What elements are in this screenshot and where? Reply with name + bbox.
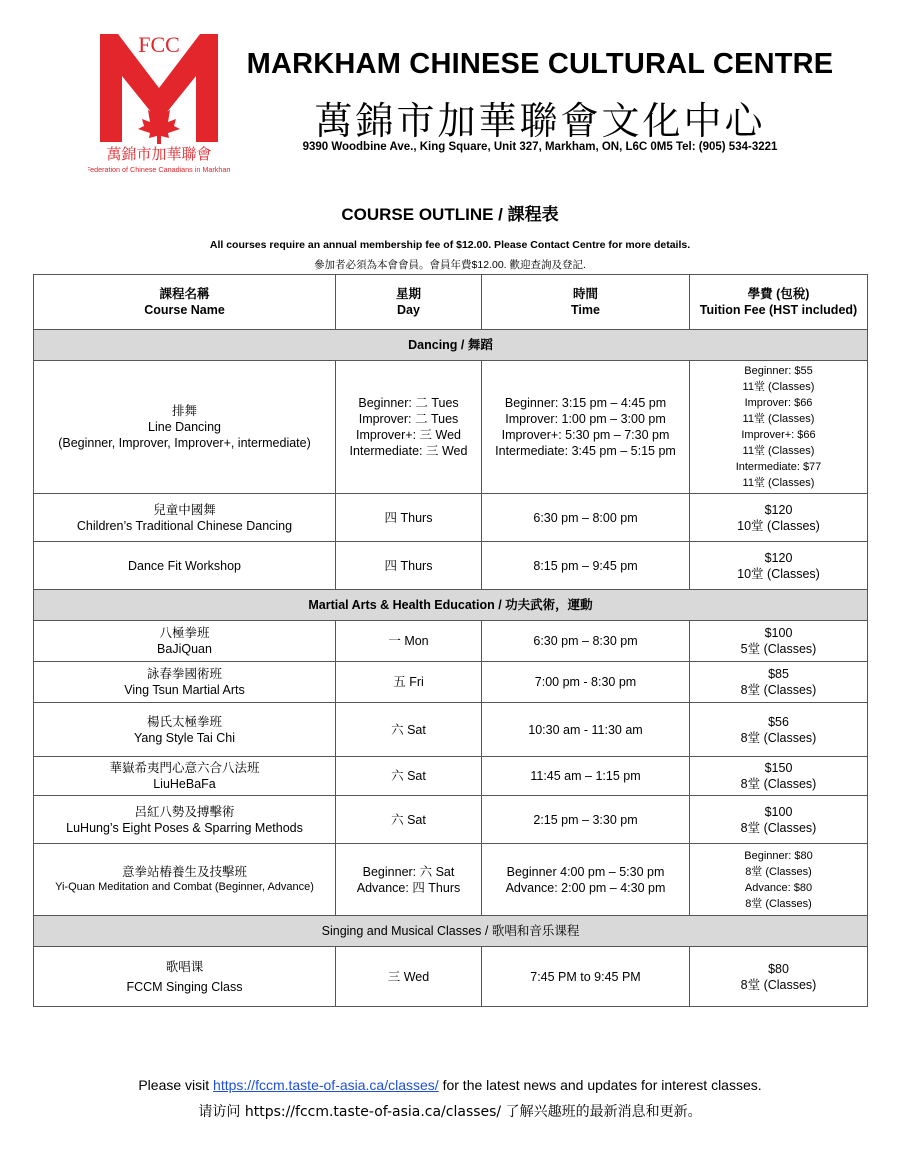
course-time: Beginner 4:00 pm – 5:30 pm Advance: 2:00 pm – 4:30 pm: [482, 844, 690, 916]
course-time: 2:15 pm – 3:30 pm: [482, 796, 690, 844]
table-header-row: [34, 275, 868, 330]
course-time: 8:15 pm – 9:45 pm: [482, 542, 690, 590]
section-row-singing: [34, 916, 868, 947]
section-title: Singing and Musical Classes / 歌唱和音乐课程: [34, 916, 868, 947]
course-table: [33, 274, 868, 1007]
table-row: [34, 844, 868, 916]
table-row: [34, 621, 868, 662]
course-day: Beginner: 六 Sat Advance: 四 Thurs: [336, 844, 482, 916]
course-fee: Beginner: $55 11堂 (Classes) Improver: $66 11堂 (Classes) Improver+: $66 11堂 (Classes) Intermediate: $77 11堂 (Classes): [690, 361, 868, 494]
logo-abbr: FCC: [138, 32, 180, 57]
course-name: 華嶽希夷門心意六合八法班 LiuHeBaFa: [34, 757, 336, 796]
footer-visit-line-zh: 请访问 https://fccm.taste-of-asia.ca/classes/ 了解兴趣班的最新消息和更新。: [198, 1104, 702, 1120]
course-fee: $100 5堂 (Classes): [690, 621, 868, 662]
course-time: 11:45 am – 1:15 pm: [482, 757, 690, 796]
course-fee: $120 10堂 (Classes): [690, 542, 868, 590]
course-day: 六 Sat: [336, 703, 482, 757]
footer-visit-line: [0, 1077, 900, 1093]
course-time: 7:00 pm - 8:30 pm: [482, 662, 690, 703]
membership-note-en: All courses require an annual membership fee of $12.00. Please Contact Centre for more details.: [209, 239, 691, 251]
course-fee: $120 10堂 (Classes): [690, 494, 868, 542]
course-day: 四 Thurs: [336, 494, 482, 542]
course-fee: $150 8堂 (Classes): [690, 757, 868, 796]
logo-chinese: 萬錦市加華聯會: [106, 145, 212, 163]
table-row: [34, 542, 868, 590]
course-day: 四 Thurs: [336, 542, 482, 590]
course-name: Dance Fit Workshop: [34, 542, 336, 590]
course-fee: $85 8堂 (Classes): [690, 662, 868, 703]
course-day: 六 Sat: [336, 757, 482, 796]
org-name-en: MARKHAM CHINESE CULTURAL CENTRE: [246, 48, 834, 80]
course-day: 五 Fri: [336, 662, 482, 703]
course-time: 10:30 am - 11:30 am: [482, 703, 690, 757]
course-name: 意拳站樁養生及技擊班 Yi-Quan Meditation and Combat (Beginner, Advance): [34, 844, 336, 916]
course-fee: Beginner: $80 8堂 (Classes) Advance: $80 8堂 (Classes): [690, 844, 868, 916]
course-fee: $80 8堂 (Classes): [690, 947, 868, 1007]
course-fee: $100 8堂 (Classes): [690, 796, 868, 844]
footer-suffix: for the latest news and updates for interest classes.: [438, 1077, 762, 1093]
org-name-zh: 萬錦市加華聯會文化中心: [314, 99, 766, 143]
course-fee: $56 8堂 (Classes): [690, 703, 868, 757]
membership-note-zh: 參加者必須為本會會員。會員年費$12.00. 歡迎查詢及登記.: [314, 259, 586, 271]
table-row: [34, 757, 868, 796]
course-name: 呂紅八勢及搏擊術 LuHung’s Eight Poses & Sparring Methods: [34, 796, 336, 844]
section-title: Dancing / 舞蹈: [34, 330, 868, 361]
course-day: 一 Mon: [336, 621, 482, 662]
course-day: Beginner: 二 Tues Improver: 二 Tues Improver+: 三 Wed Intermediate: 三 Wed: [336, 361, 482, 494]
course-time: 7:45 PM to 9:45 PM: [482, 947, 690, 1007]
fccm-logo: [88, 30, 230, 176]
course-time: 6:30 pm – 8:00 pm: [482, 494, 690, 542]
footer-prefix: Please visit: [138, 1077, 214, 1093]
course-name: 楊氏太極拳班 Yang Style Tai Chi: [34, 703, 336, 757]
course-name: 歌唱课 FCCM Singing Class: [34, 947, 336, 1007]
logo-english: Federation of Chinese Canadians in Markham: [88, 165, 230, 174]
table-row: [34, 947, 868, 1007]
table-row: [34, 703, 868, 757]
classes-link[interactable]: https://fccm.taste-of-asia.ca/classes/: [213, 1077, 439, 1093]
course-name: 八極拳班 BaJiQuan: [34, 621, 336, 662]
course-time: 6:30 pm – 8:30 pm: [482, 621, 690, 662]
course-day: 六 Sat: [336, 796, 482, 844]
course-name: 排舞 Line Dancing (Beginner, Improver, Improver+, intermediate): [34, 361, 336, 494]
section-row-martial-arts: [34, 590, 868, 621]
column-header-day: 星期 Day: [336, 275, 482, 330]
column-header-fee: 學費 (包稅) Tuition Fee (HST included): [690, 275, 868, 330]
table-row: [34, 361, 868, 494]
course-name: 詠春拳國術班 Ving Tsun Martial Arts: [34, 662, 336, 703]
table-row: [34, 662, 868, 703]
course-time: Beginner: 3:15 pm – 4:45 pm Improver: 1:00 pm – 3:00 pm Improver+: 5:30 pm – 7:30 pm Intermediate: 3:45 pm – 5:15 pm: [482, 361, 690, 494]
page-title: COURSE OUTLINE / 課程表: [341, 205, 559, 224]
table-row: [34, 494, 868, 542]
column-header-time: 時間 Time: [482, 275, 690, 330]
course-name: 兒童中國舞 Children’s Traditional Chinese Dancing: [34, 494, 336, 542]
section-row-dancing: [34, 330, 868, 361]
section-title: Martial Arts & Health Education / 功夫武術，運動: [34, 590, 868, 621]
address: 9390 Woodbine Ave., King Square, Unit 327, Markham, ON, L6C 0M5 Tel: (905) 534-3221: [302, 141, 778, 153]
fccm-logo-mark: [88, 30, 230, 176]
course-day: 三 Wed: [336, 947, 482, 1007]
column-header-course: 課程名稱 Course Name: [34, 275, 336, 330]
table-row: [34, 796, 868, 844]
